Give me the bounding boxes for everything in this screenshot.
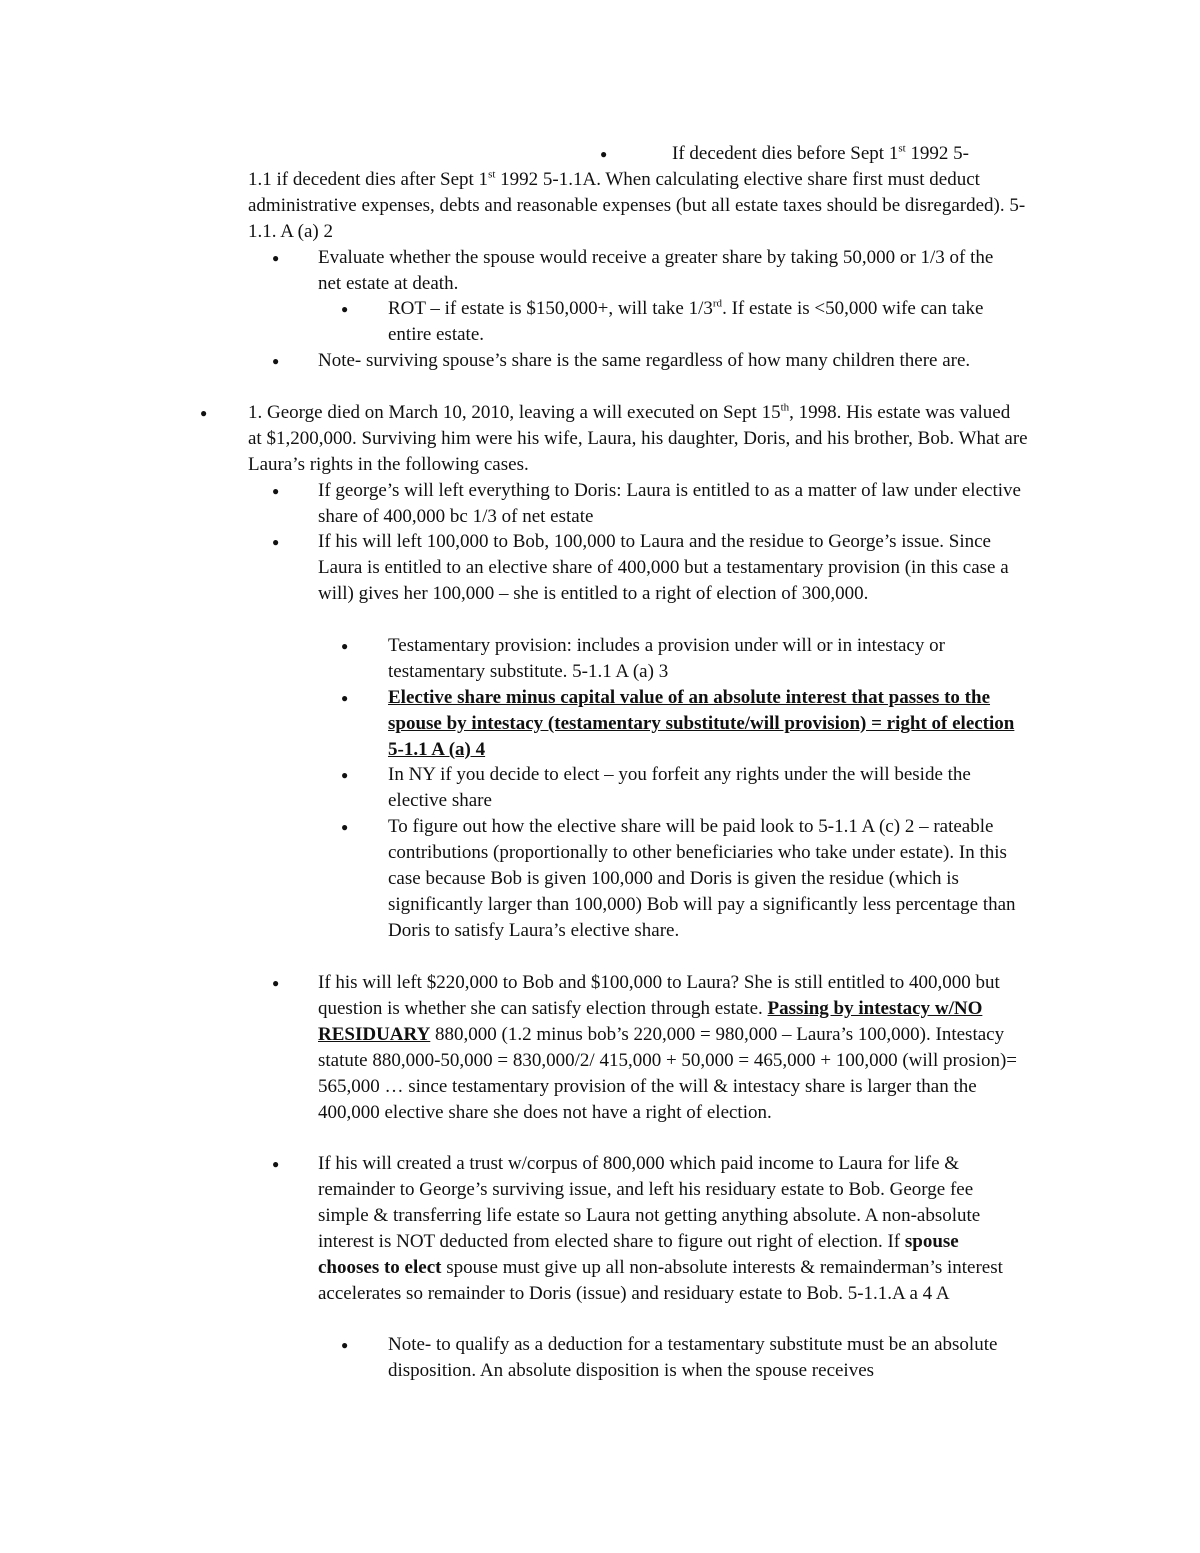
case-a-item: If george’s will left everything to Doris: Laura is entitled to as a matter of law under elective share of 400,000 bc 1/3 of net estate <box>318 480 1021 527</box>
bullet-icon: ● <box>341 820 349 834</box>
bullet-icon: ● <box>272 976 280 990</box>
bullet-icon: ● <box>272 484 280 498</box>
note-absolute-item: Note- to qualify as a deduction for a testamentary substitute must be an absolute disposition. An absolute disposition is when the spouse receives <box>388 1334 998 1381</box>
bullet-icon: ● <box>341 768 349 782</box>
bullet-icon: ● <box>272 354 280 368</box>
evaluate-item: Evaluate whether the spouse would receive a greater share by taking 50,000 or 1/3 of the net estate at death. <box>318 247 994 294</box>
question-1: 1. George died on March 10, 2010, leaving a will executed on Sept 15th, 1998. His estate was valued at $1,200,000. Surviving him were his wife, Laura, his daughter, Doris, and his brother, Bob. What are Laura’s rights in the following cases. <box>248 401 1028 475</box>
bullet-icon: ● <box>341 302 349 316</box>
bullet-icon: ● <box>600 147 608 161</box>
bullet-icon: ● <box>272 251 280 265</box>
bullet-icon: ● <box>341 691 349 705</box>
bullet-icon: ● <box>200 406 208 420</box>
case-d-item: If his will created a trust w/corpus of 800,000 which paid income to Laura for life & remainder to George’s surviving issue, and left his residuary estate to Bob. George fee simple & transferring life estate so Laura not getting anything absolute. A non-absolute interest is NOT deducted from elected share to figure out right of election. If spouse chooses to elect spouse must give up all non-absolute interests & remainderman’s interest accelerates so remainder to Doris (issue) and residuary estate to Bob. 5-1.1.A a 4 A <box>318 1153 1003 1304</box>
bullet-icon: ● <box>341 639 349 653</box>
sub-ny-item: In NY if you decide to elect – you forfeit any rights under the will beside the elective share <box>388 764 971 811</box>
sub-figure-item: To figure out how the elective share will be paid look to 5-1.1 A (c) 2 – rateable contributions (proportionally to other beneficiaries who take under estate). In this case because Bob is given 100,000 and Doris is given the residue (which is significantly larger than 100,000) Bob will pay a significantly less percentage than Doris to satisfy Laura’s elective share. <box>388 816 1016 941</box>
intro-paragraph: 1.1 if decedent dies after Sept 1st 1992 5-1.1A. When calculating elective share first must deduct administrative expenses, debts and reasonable expenses (but all estate taxes should be disregarded). 5-1.1. A (a) 2 <box>248 168 1026 242</box>
case-b-item: If his will left 100,000 to Bob, 100,000 to Laura and the residue to George’s issue. Since Laura is entitled to an elective share of 400,000 but a testamentary provision (in this case a will) gives her 100,000 – she is entitled to a right of election of 300,000. <box>318 531 1009 604</box>
bullet-icon: ● <box>272 535 280 549</box>
sub-elective-item: Elective share minus capital value of an absolute interest that passes to the spouse by intestacy (testamentary substitute/will provision) = right of election 5-1.1 A (a) 4 <box>388 687 1015 760</box>
rot-item: ROT – if estate is $150,000+, will take 1/3rd. If estate is <50,000 wife can take entire estate. <box>388 297 984 345</box>
intro-first-line: If decedent dies before Sept 1st 1992 5- <box>672 142 969 164</box>
sub-testamentary-item: Testamentary provision: includes a provision under will or in intestacy or testamentary substitute. 5-1.1 A (a) 3 <box>388 635 945 682</box>
note-children-item: Note- surviving spouse’s share is the same regardless of how many children there are. <box>318 350 971 371</box>
case-c-item: If his will left $220,000 to Bob and $100,000 to Laura? She is still entitled to 400,000 but question is whether she can satisfy election through estate. Passing by intestacy w/NO RESIDUARY 880,000 (1.2 minus bob’s 220,000 = 980,000 – Laura’s 100,000). Intestacy statute 880,000-50,000 = 830,000/2/ 415,000 + 50,000 = 465,000 + 100,000 (will prosion)= 565,000 … since testamentary provision of the will & intestacy share is larger than the 400,000 elective share she does not have a right of election. <box>318 972 1018 1123</box>
bullet-icon: ● <box>341 1338 349 1352</box>
bullet-icon: ● <box>272 1157 280 1171</box>
